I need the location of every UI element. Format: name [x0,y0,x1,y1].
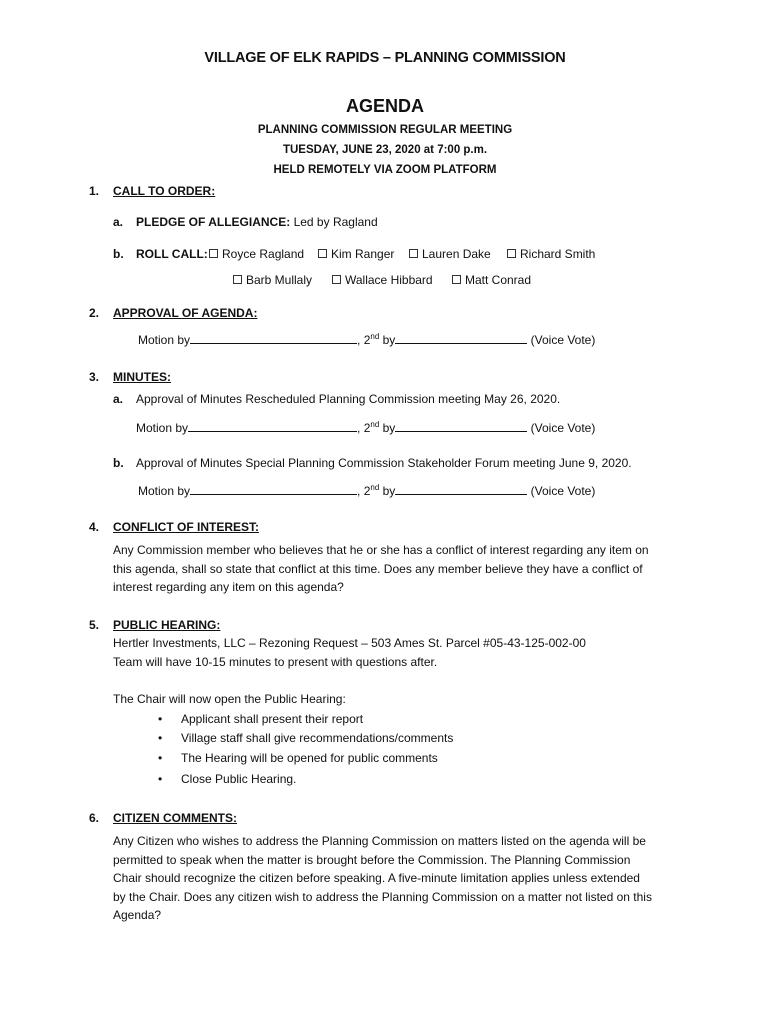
list-item: • The Hearing will be opened for public comments [158,751,438,765]
hearing-subject: Hertler Investments, LLC – Rezoning Request – 503 Ames St. Parcel #05-43-125-002-00 [113,636,586,650]
meeting-date: TUESDAY, JUNE 23, 2020 at 7:00 p.m. [282,144,488,156]
meeting-type: PLANNING COMMISSION REGULAR MEETING [257,124,513,136]
motion-line: Motion by , 2nd by (Voice Vote) [138,483,596,498]
checkbox-icon[interactable] [507,249,516,258]
second-blank[interactable] [395,483,527,495]
bullet-icon: • [158,772,163,786]
hearing-note: Team will have 10-15 minutes to present with questions after. [113,655,438,669]
motion-line: Motion by , 2nd by (Voice Vote) [138,332,596,347]
pledge-text: Led by Ragland [293,215,378,229]
citizen-paragraph: Any Citizen who wishes to address the Planning Commission on matters listed on the agenda will be permitted to speak when the matter is brought before the Commission. The Planning Commission Chair should recognize the citizen before speaking. A five-minute limitation applies unless extended by the Chair. Does any citizen wish to address the Planning Commission on a matter not listed on this Agenda? [113,834,652,922]
section-5-number: 5. [89,618,100,632]
item-1a [136,215,378,229]
section-3-number: 3. [89,370,100,384]
pledge-label: PLEDGE OF ALLEGIANCE: [136,215,291,229]
second-blank[interactable] [395,332,527,344]
roll-call-member: Lauren Dake [409,247,491,261]
bullet-icon: • [158,731,163,745]
item-1b-letter: b. [113,247,124,261]
hearing-intro: The Chair will now open the Public Hearing: [113,692,346,706]
item-3a-letter: a. [113,392,124,406]
section-3-title: MINUTES: [113,370,171,384]
section-1-title: CALL TO ORDER: [113,184,216,198]
section-2-number: 2. [89,306,100,320]
bullet-icon: • [158,751,163,765]
motion-line: Motion by , 2nd by (Voice Vote) [136,420,596,435]
roll-call-label: ROLL CALL: [136,247,208,261]
section-1-number: 1. [89,184,100,198]
item-3b-text: Approval of Minutes Special Planning Commission Stakeholder Forum meeting June 9, 2020. [136,456,632,470]
list-item: • Close Public Hearing. [158,772,297,786]
list-item: • Applicant shall present their report [158,712,364,726]
roll-call-member: Barb Mullaly [233,273,312,287]
section-2-title: APPROVAL OF AGENDA: [113,306,258,320]
second-blank[interactable] [395,420,527,432]
item-1a-letter: a. [113,215,124,229]
section-5-title: PUBLIC HEARING: [113,618,221,632]
section-6-number: 6. [89,811,100,825]
section-6-title: CITIZEN COMMENTS: [113,811,237,825]
motion-blank[interactable] [188,420,357,432]
bullet-icon: • [158,712,163,726]
conflict-paragraph: Any Commission member who believes that he or she has a conflict of interest regarding any item on this agenda, shall so state that conflict at this time. Does any member believe they have a conflict of interest regarding any item on this agenda? [113,543,649,594]
item-3b-letter: b. [113,456,124,470]
agenda-heading: AGENDA [345,96,424,116]
checkbox-icon[interactable] [452,275,461,284]
roll-call-member: Royce Ragland [209,247,304,261]
roll-call-member: Matt Conrad [452,273,531,287]
motion-blank[interactable] [190,332,357,344]
checkbox-icon[interactable] [233,275,242,284]
document-title: VILLAGE OF ELK RAPIDS – PLANNING COMMISSION [204,50,566,66]
roll-call-member: Wallace Hibbard [332,273,433,287]
section-4-title: CONFLICT OF INTEREST: [113,520,259,534]
checkbox-icon[interactable] [209,249,218,258]
checkbox-icon[interactable] [409,249,418,258]
checkbox-icon[interactable] [332,275,341,284]
roll-call-member: Richard Smith [507,247,595,261]
meeting-venue: HELD REMOTELY VIA ZOOM PLATFORM [273,164,497,176]
checkbox-icon[interactable] [318,249,327,258]
item-3a-text: Approval of Minutes Rescheduled Planning Commission meeting May 26, 2020. [136,392,561,406]
section-4-number: 4. [89,520,100,534]
motion-blank[interactable] [190,483,357,495]
roll-call-member: Kim Ranger [318,247,394,261]
list-item: • Village staff shall give recommendations/comments [158,731,454,745]
